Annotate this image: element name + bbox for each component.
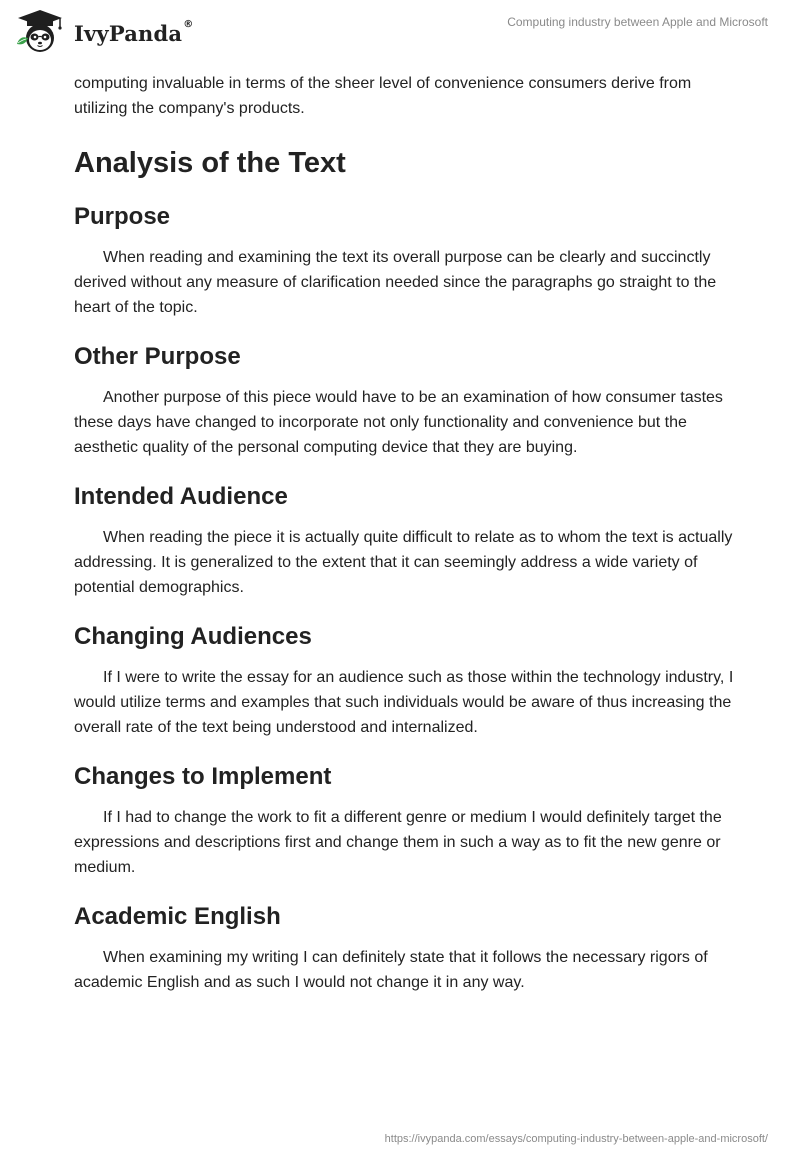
paragraph-purpose: When reading and examining the text its overall purpose can be clearly and succinctly derived without any measure of clarification needed since the paragraphs go straight to the heart of the topic. [74, 249, 717, 316]
paragraph-changes-to-implement: If I had to change the work to fit a different genre or medium I would definitely target the expressions and descriptions first and change them in such a way as to fit the new genre or medium. [74, 809, 722, 876]
section-heading: Analysis of the Text [74, 147, 346, 179]
paragraph-other-purpose: Another purpose of this piece would have to be an examination of how consumer tastes these days have changed to incorporate not only functionality and convenience but the aesthetic quality of the personal computing device that they are buying. [74, 389, 723, 456]
subsection-heading-academic-english: Academic English [74, 903, 281, 930]
paragraph-academic-english: When examining my writing I can definitely state that it follows the necessary rigors of academic English and as such I would not change it in any way. [74, 949, 708, 991]
brand-name [74, 18, 194, 46]
ivypanda-logo[interactable] [14, 8, 193, 56]
registered-mark: ® [183, 18, 194, 30]
panda-graduate-icon [14, 8, 66, 56]
paragraph-changing-audiences: If I were to write the essay for an audience such as those within the technology industry, I would utilize terms and examples that such individuals would be aware of thus increasing the overall rate of the text being understood and internalized. [74, 669, 734, 736]
subsection-heading-changes-to-implement: Changes to Implement [74, 763, 332, 790]
subsection-heading-other-purpose: Other Purpose [74, 343, 241, 370]
intro-continuation-paragraph: computing invaluable in terms of the sheer level of convenience consumers derive from utilizing the company's products. [74, 75, 692, 117]
brand-name-text: IvyPanda [74, 20, 183, 46]
page-header [0, 0, 800, 62]
subsection-heading-purpose: Purpose [74, 203, 171, 230]
document-title: Computing industry between Apple and Microsoft [507, 15, 768, 29]
subsection-heading-changing-audiences: Changing Audiences [74, 623, 312, 650]
subsection-heading-intended-audience: Intended Audience [74, 483, 288, 510]
paragraph-intended-audience: When reading the piece it is actually quite difficult to relate as to whom the text is actually addressing. It is generalized to the extent that it can seemingly address a wide variety of potential demographics. [74, 529, 733, 596]
footer-url-link[interactable]: https://ivypanda.com/essays/computing-industry-between-apple-and-microsoft/ [384, 1133, 768, 1145]
essay-body [74, 71, 734, 995]
